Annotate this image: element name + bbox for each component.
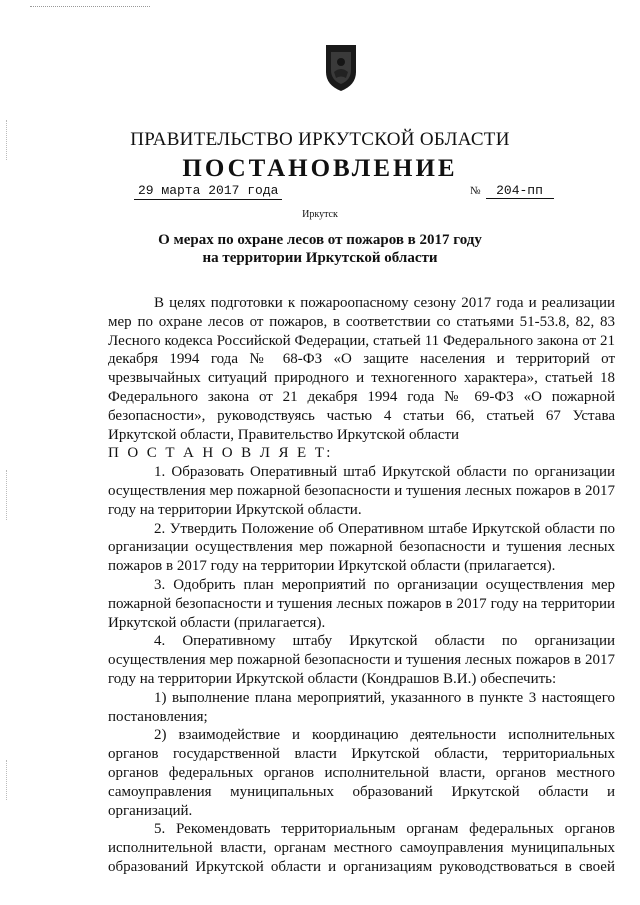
government-name: ПРАВИТЕЛЬСТВО ИРКУТСКОЙ ОБЛАСТИ	[130, 129, 510, 150]
document-date: 29 марта 2017 года	[134, 183, 282, 200]
city-name: Иркутск	[302, 209, 338, 220]
coat-of-arms-emblem	[322, 42, 360, 92]
title-line-1: О мерах по охране лесов от пожаров в 2017 году	[158, 232, 482, 248]
clause-3: 3. Одобрить план мероприятий по организации осуществления мер пожарной безопасности и тушения лесных пожаров в 2017 году на территории Иркутской области (прилагается).	[108, 576, 615, 631]
document-type: ПОСТАНОВЛЕНИЕ	[182, 155, 458, 182]
margin-mark	[6, 470, 9, 520]
title-line-2: на территории Иркутской области	[202, 250, 438, 266]
margin-mark	[6, 760, 9, 800]
preamble-paragraph: В целях подготовки к пожароопасному сезону 2017 года и реализации мер по охране лесов от пожаров, в соответствии со статьями 51-53.8, 82, 83 Лесного кодекса Российской Федерации, статьей 11 Федерального закона от 21 декабря 1994 года № 68-ФЗ «О защите населения и территорий от чрезвычайных ситуаций природного и техногенного характера», статьей 18 Федерального закона от 21 декабря 1994 года № 69-ФЗ «О пожарной безопасности», руководствуясь частью 4 статьи 66, статьей 67 Устава Иркутской области, Правительство Иркутской области	[108, 295, 615, 443]
clause-4-subitem-2: 2) взаимодействие и координацию деятельности исполнительных органов государственной власти Иркутской области, территориальных органов федеральных органов исполнительной власти, органов местного самоуправления муниципальных образований Иркутской области и организаций.	[108, 727, 615, 819]
document-number-field	[470, 183, 554, 199]
document-title	[0, 231, 640, 267]
clause-4: 4. Оперативному штабу Иркутской области по организации осуществления мер пожарной безопасности и тушения лесных пожаров в 2017 году на территории Иркутской области (Кондрашов В.И.) обеспечить:	[108, 633, 615, 687]
scan-artifact	[30, 6, 150, 9]
document-body	[108, 294, 615, 877]
resolves-heading: П О С Т А Н О В Л Я Е Т:	[108, 445, 333, 462]
clause-5: 5. Рекомендовать территориальным органам федеральных органов исполнительной власти, органам местного самоуправления муниципальных образований Иркутской области и организациям руководствоваться в своей	[108, 821, 615, 875]
number-sign: №	[470, 185, 481, 197]
clause-1: 1. Образовать Оперативный штаб Иркутской области по организации осуществления мер пожарной безопасности и тушения лесных пожаров в 2017 году на территории Иркутской области.	[108, 464, 615, 518]
clause-2: 2. Утвердить Положение об Оперативном штабе Иркутской области по организации осуществления мер пожарной безопасности и тушения лесных пожаров в 2017 году на территории Иркутской области (прилагается).	[108, 520, 615, 575]
document-number: 204-пп	[486, 183, 554, 199]
clause-4-subitem-1: 1) выполнение плана мероприятий, указанного в пункте 3 настоящего постановления;	[108, 689, 615, 725]
